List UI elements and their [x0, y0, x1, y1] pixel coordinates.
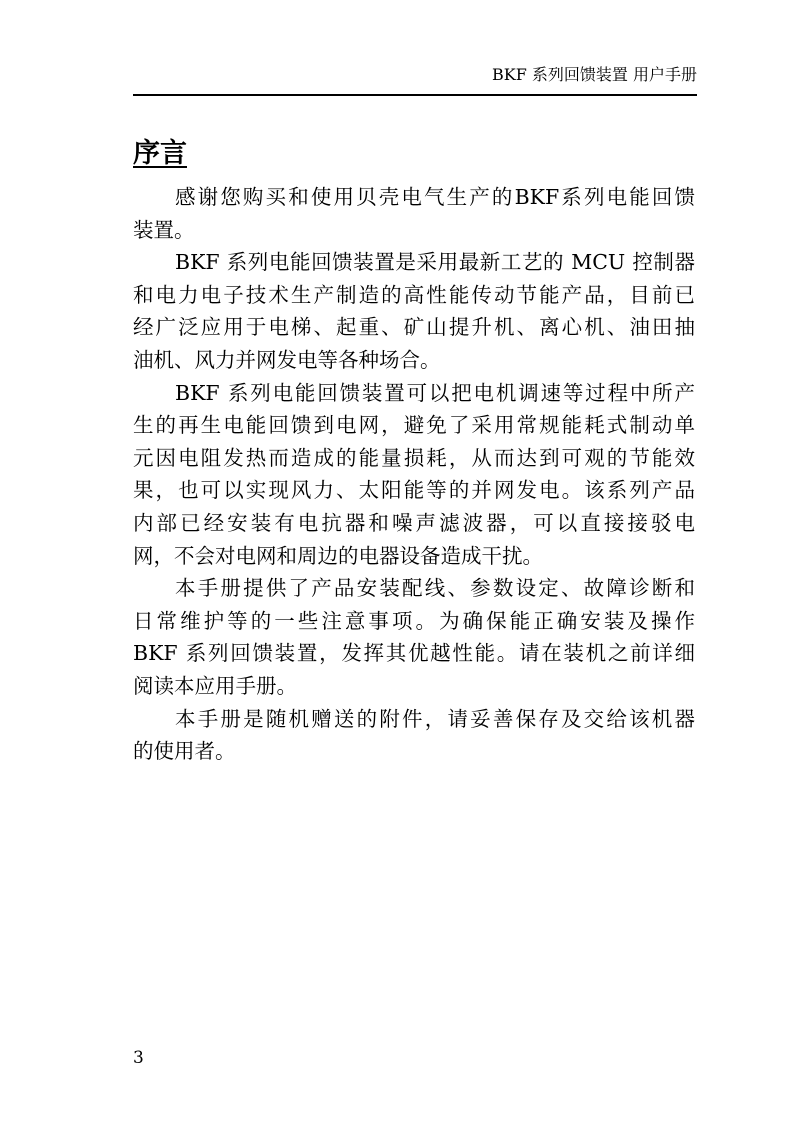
- paragraph-line: 的使用者。: [133, 739, 236, 764]
- paragraph-line: 元因电阻发热而造成的能量损耗，从而达到可观的节能效: [133, 445, 695, 470]
- paragraph-line: 装置。: [133, 217, 195, 242]
- paragraph-manual-scope: [133, 572, 695, 702]
- paragraph-line: BKF 系列电能回馈装置是采用最新工艺的 MCU 控制器: [175, 250, 695, 275]
- paragraph-line: 日常维护等的一些注意事项。为确保能正确安装及操作: [133, 608, 695, 633]
- paragraph-line: 感谢您购买和使用贝壳电气生产的BKF系列电能回馈: [175, 185, 695, 209]
- paragraph-line: 果，也可以实现风力、太阳能等的并网发电。该系列产品: [133, 478, 695, 503]
- paragraph-line: BKF 系列回馈装置，发挥其优越性能。请在装机之前详细: [133, 641, 695, 666]
- paragraph-line: 和电力电子技术生产制造的高性能传动节能产品，目前已: [133, 282, 695, 307]
- paragraph-thanks: [133, 181, 695, 246]
- paragraph-line: 经广泛应用于电梯、起重、矿山提升机、离心机、油田抽: [133, 315, 695, 340]
- paragraph-line: 生的再生电能回馈到电网，避免了采用常规能耗式制动单: [133, 413, 695, 438]
- paragraph-line: 阅读本应用手册。: [133, 673, 297, 698]
- paragraph-line: 网，不会对电网和周边的电器设备造成干扰。: [133, 543, 543, 568]
- header-divider: [133, 94, 697, 96]
- paragraph-function: [133, 377, 695, 573]
- running-header: BKF 系列回馈装置 用户手册: [492, 65, 697, 84]
- paragraph-keep-manual: [133, 703, 695, 768]
- paragraph-line: 本手册是随机赠送的附件，请妥善保存及交给该机器: [175, 706, 695, 731]
- paragraph-line: BKF 系列电能回馈装置可以把电机调速等过程中所产: [175, 380, 695, 405]
- paragraph-line: 内部已经安装有电抗器和噪声滤波器，可以直接接驳电: [133, 510, 695, 535]
- page-number: 3: [133, 1048, 144, 1068]
- paragraph-line: 油机、风力并网发电等各种场合。: [133, 347, 441, 372]
- paragraph-product-intro: [133, 246, 695, 376]
- body-text: [133, 181, 695, 768]
- page-title: 序言: [133, 138, 187, 169]
- paragraph-line: 本手册提供了产品安装配线、参数设定、故障诊断和: [175, 576, 695, 601]
